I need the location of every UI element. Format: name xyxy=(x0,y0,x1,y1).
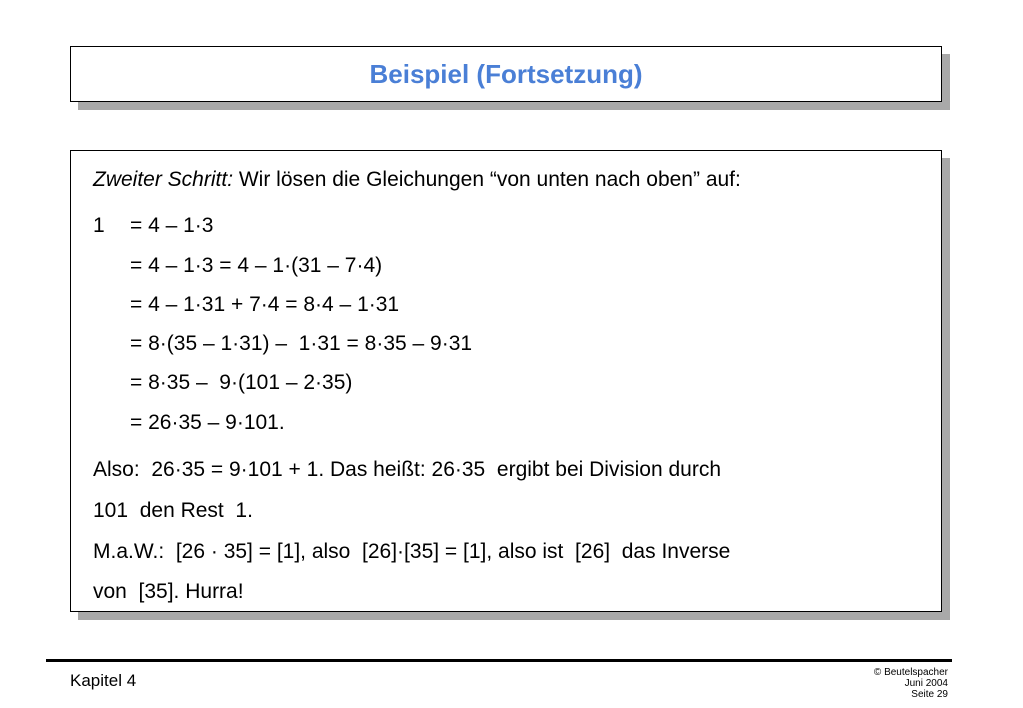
title-box xyxy=(70,46,942,102)
conclusion-line: von [35]. Hurra! xyxy=(93,580,244,603)
intro-line xyxy=(93,169,741,190)
intro-italic: Zweiter Schritt: xyxy=(93,168,234,191)
conclusion-line: M.a.W.: [26 · 35] = [1], also [26]·[35] = [1], also ist [26] das Inverse xyxy=(93,540,731,563)
conclusion-line: 101 den Rest 1. xyxy=(93,499,253,522)
footer-copyright: © Beutelspacher xyxy=(873,667,948,678)
footer-chapter: Kapitel 4 xyxy=(70,671,137,690)
equation-line: = 4 – 1·31 + 7·4 = 8·4 – 1·31 xyxy=(130,293,400,316)
conclusion-line: Also: 26·35 = 9·101 + 1. Das heißt: 26·35 ergibt bei Division durch xyxy=(93,458,722,481)
footer-page-number: Seite 29 xyxy=(911,689,948,700)
equation-line: = 4 – 1·3 xyxy=(130,214,214,237)
content-box xyxy=(70,150,942,612)
slide-title: Beispiel (Fortsetzung) xyxy=(369,58,643,89)
equation-number: 1 xyxy=(93,214,105,237)
equation-line: = 4 – 1·3 = 4 – 1·(31 – 7·4) xyxy=(130,254,383,277)
footer-divider xyxy=(46,659,952,662)
equation-line: = 8·(35 – 1·31) – 1·31 = 8·35 – 9·31 xyxy=(130,332,473,355)
equation-line: = 8·35 – 9·(101 – 2·35) xyxy=(130,371,353,394)
footer-info xyxy=(874,667,948,700)
footer-date: Juni 2004 xyxy=(904,678,948,689)
equation-line: = 26·35 – 9·101. xyxy=(130,411,285,434)
intro-text: Wir lösen die Gleichungen “von unten nach oben” auf: xyxy=(233,168,741,191)
